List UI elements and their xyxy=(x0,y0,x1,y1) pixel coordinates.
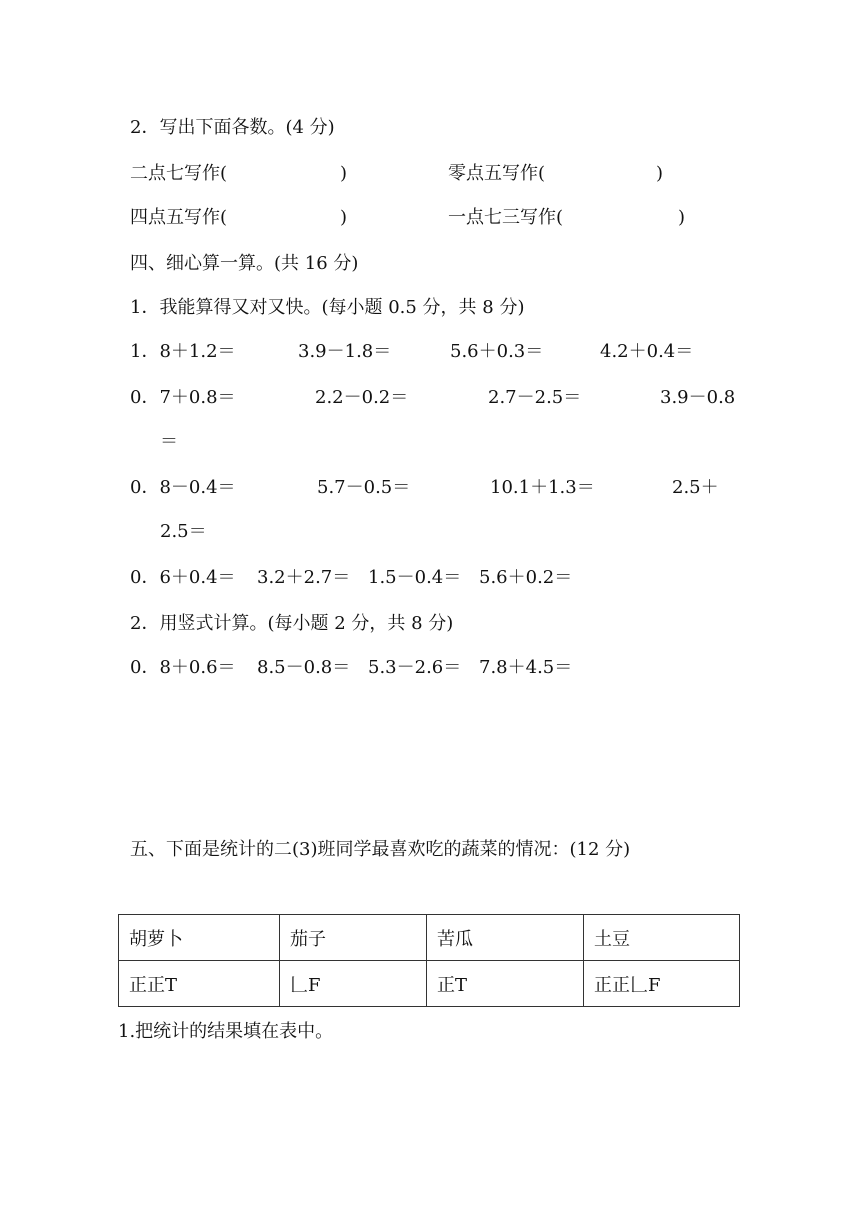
calc-item: 0．6＋0.4＝ xyxy=(130,567,236,588)
calc-item: 2.5＋ xyxy=(672,477,719,498)
calc-item: 0．7＋0.8＝ xyxy=(130,387,236,408)
calc-item: 3.2＋2.7＝ xyxy=(257,567,351,588)
calc-item-wrap: ＝ xyxy=(160,431,178,452)
calc-item: 3.9－0.8 xyxy=(660,387,736,408)
table-cell: 土豆 xyxy=(584,915,740,961)
fill-label: 二点七写作( xyxy=(130,163,228,184)
part1-title: 1．我能算得又对又快。(每小题 0.5 分，共 8 分) xyxy=(130,297,525,318)
calc-item: 8.5－0.8＝ xyxy=(257,657,351,678)
calc-item: 0．8＋0.6＝ xyxy=(130,657,236,678)
calc-item: 3.9－1.8＝ xyxy=(298,341,392,362)
fill-label: 四点五写作( xyxy=(130,207,228,228)
fill-close: ) xyxy=(678,207,686,228)
table-header-row xyxy=(119,915,740,961)
section2-title: 2．写出下面各数。(4 分) xyxy=(130,117,335,138)
fill-close: ) xyxy=(656,163,664,184)
section5-note: 1.把统计的结果填在表中。 xyxy=(118,1021,334,1042)
calc-item: 5.7－0.5＝ xyxy=(317,477,411,498)
table-cell: 𠃊F xyxy=(280,961,427,1007)
fill-label: 一点七三写作( xyxy=(448,207,564,228)
vegetable-tally-table xyxy=(118,914,740,1007)
table-cell: 茄子 xyxy=(280,915,427,961)
table-cell: 苦瓜 xyxy=(427,915,584,961)
table-cell: 正T xyxy=(427,961,584,1007)
table-cell: 正正T xyxy=(119,961,280,1007)
calc-item: 0．8－0.4＝ xyxy=(130,477,236,498)
table-cell: 胡萝卜 xyxy=(119,915,280,961)
table-row xyxy=(119,961,740,1007)
calc-item: 5.6＋0.3＝ xyxy=(450,341,544,362)
part2-title: 2．用竖式计算。(每小题 2 分，共 8 分) xyxy=(130,613,454,634)
fill-label: 零点五写作( xyxy=(448,163,546,184)
calc-item: 5.3－2.6＝ xyxy=(368,657,462,678)
fill-close: ) xyxy=(340,163,348,184)
calc-item: 5.6＋0.2＝ xyxy=(479,567,573,588)
table-cell: 正正𠃊F xyxy=(584,961,740,1007)
calc-item: 7.8＋4.5＝ xyxy=(479,657,573,678)
calc-item: 2.2－0.2＝ xyxy=(315,387,409,408)
calc-item: 4.2＋0.4＝ xyxy=(600,341,694,362)
calc-item: 10.1＋1.3＝ xyxy=(490,477,595,498)
calc-item: 1．8＋1.2＝ xyxy=(130,341,236,362)
fill-close: ) xyxy=(340,207,348,228)
calc-item: 2.7－2.5＝ xyxy=(488,387,582,408)
section5-title: 五、下面是统计的二(3)班同学最喜欢吃的蔬菜的情况：(12 分) xyxy=(130,839,631,860)
section4-title: 四、细心算一算。(共 16 分) xyxy=(130,253,359,274)
calc-item: 1.5－0.4＝ xyxy=(368,567,462,588)
calc-item-wrap: 2.5＝ xyxy=(160,521,207,542)
